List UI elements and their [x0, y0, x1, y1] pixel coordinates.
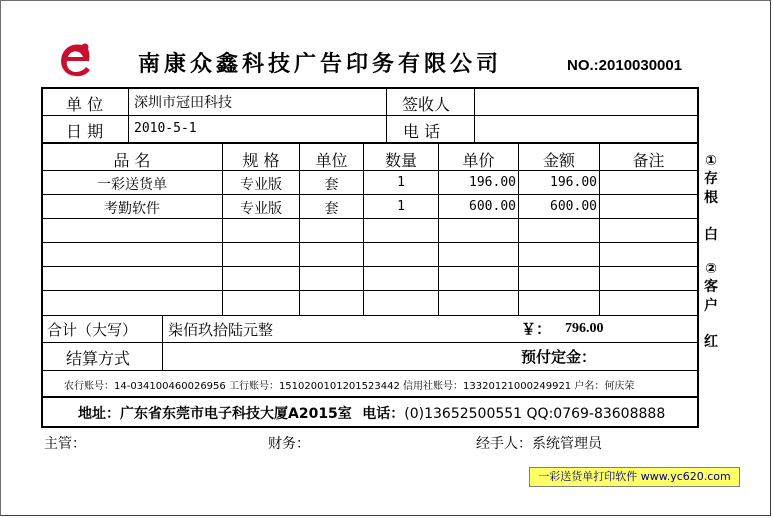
supervisor-signature: 主管： [44, 436, 86, 452]
grid-line [128, 87, 129, 143]
bank-accounts: 农行账号：14-034100460026956 工行账号：1510200101201523442 信用社账号：13320121000249921 户名：何庆荣 [64, 381, 635, 392]
settlement-label: 结算方式 [66, 349, 131, 368]
copy2-color: 红 [704, 334, 718, 350]
row2-price: 600.00 [469, 199, 516, 214]
grid-line [41, 315, 698, 316]
row2-name: 考勤软件 [104, 201, 160, 217]
grid-line [162, 315, 163, 371]
copy1-number: ① [705, 153, 717, 169]
grid-line [386, 87, 387, 143]
date-label: 日 期 [66, 122, 104, 141]
e-logo-icon [58, 41, 94, 79]
handler-signature: 经手人：系统管理员 [476, 436, 602, 452]
row1-unit: 套 [324, 177, 339, 193]
grid-line [41, 342, 698, 343]
col-header-remark: 备注 [632, 151, 665, 170]
table-top-border [41, 87, 699, 89]
table-left-border [41, 87, 43, 428]
address-label: 地址： [78, 406, 120, 422]
table-right-border [697, 87, 699, 428]
grid-line [41, 396, 698, 398]
total-amount-words: 柒佰玖拾陆元整 [168, 321, 274, 339]
date-value: 2010-5-1 [134, 121, 197, 136]
copy1-name: 存根 [704, 171, 718, 206]
col-header-price: 单价 [462, 151, 495, 170]
row2-spec: 专业版 [240, 201, 282, 217]
col-header-qty: 数量 [384, 151, 417, 170]
company-name: 南康众鑫科技广告印务有限公司 [138, 51, 503, 77]
address-value: 广东省东莞市电子科技大厦A2015室 [120, 406, 352, 422]
receiver-label: 签收人 [402, 95, 451, 114]
grid-line [41, 370, 698, 371]
row2-unit: 套 [324, 201, 339, 217]
row1-price: 196.00 [469, 175, 516, 190]
col-header-unit: 单位 [315, 151, 348, 170]
copy2-number: ② [705, 261, 717, 277]
row1-qty: 1 [397, 175, 405, 190]
unit-value: 深圳市冠田科技 [134, 95, 232, 111]
copy2-name: 客户 [704, 279, 718, 314]
phone-label: 电 话 [403, 122, 441, 141]
copy1-color: 白 [704, 227, 718, 243]
address-line [78, 403, 665, 423]
col-header-spec: 规 格 [242, 151, 280, 170]
row2-qty: 1 [397, 199, 405, 214]
table-bottom-border [41, 426, 699, 428]
address-phone-value: (0)13652500551 QQ:0769-83608888 [404, 406, 666, 422]
unit-label: 单 位 [66, 95, 104, 114]
currency-symbol: ￥： [521, 320, 552, 338]
brand-link[interactable]: 一彩送货单打印软件 www.yc620.com [529, 467, 740, 487]
col-header-amount: 金额 [542, 151, 575, 170]
address-phone-label: 电话： [362, 406, 405, 422]
row1-spec: 专业版 [240, 177, 282, 193]
grid-line [474, 87, 475, 143]
row1-name: 一彩送货单 [97, 177, 167, 193]
finance-signature: 财务： [268, 436, 310, 452]
document-number: NO.:2010030001 [567, 57, 683, 74]
total-label: 合计（大写） [47, 321, 138, 339]
grid-line [41, 115, 698, 116]
row1-amount: 196.00 [550, 175, 597, 190]
row2-amount: 600.00 [550, 199, 597, 214]
col-header-name: 品 名 [113, 151, 151, 170]
total-amount: 796.00 [565, 321, 604, 336]
deposit-label: 预付定金： [521, 348, 597, 366]
